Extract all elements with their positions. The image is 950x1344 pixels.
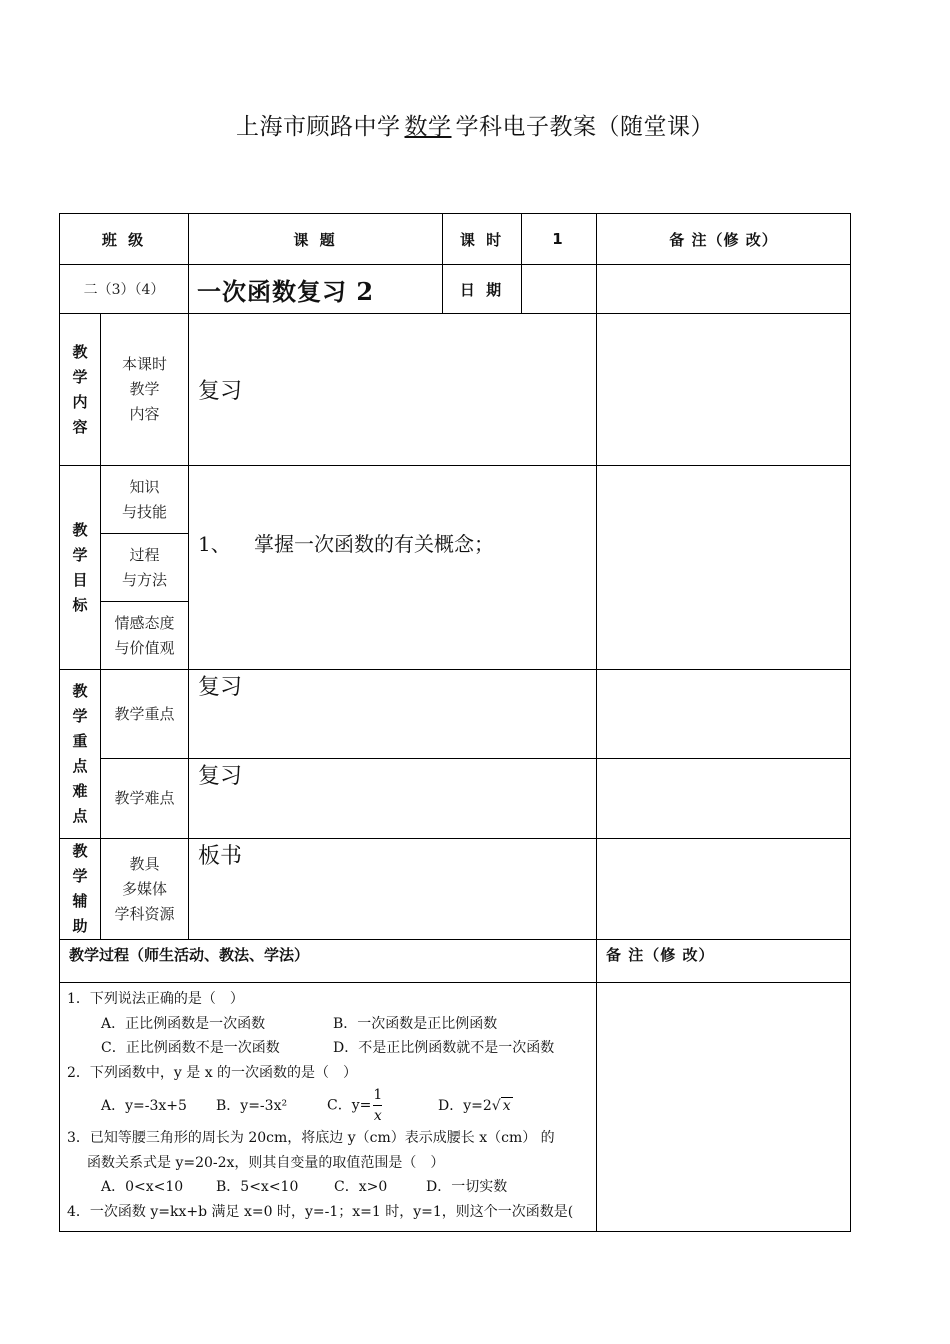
remark-cell-process [597,983,851,1232]
goals-sublabel-line: 知识 [129,477,160,496]
question-3-options [67,1175,596,1200]
content-label-char: 容 [72,417,88,436]
remark-cell-content [597,314,851,466]
info-row [60,265,851,314]
remark-cell-difficulty [597,759,851,839]
key-label-char: 难 [72,782,88,800]
content-sublabel-line: 本课时 [122,355,168,373]
fraction-denominator: x [373,1105,382,1126]
page-title [0,108,950,141]
content-sublabel-line: 内容 [129,405,160,423]
option: C．x>0 [334,1179,388,1195]
period-value: 1 [522,214,597,265]
goals-label-char: 教 [72,520,88,539]
goals-row-1 [60,466,851,534]
goals-label [60,466,101,670]
subject-name: 数学 [404,114,452,140]
question-3-line-1: 3．已知等腰三角形的周长为 20cm，将底边 y（cm）表示成腰长 x（cm） 的 [67,1130,555,1146]
option: A．y=-3x+5 [101,1097,187,1114]
key-label-char: 点 [72,807,88,825]
fraction [373,1085,382,1126]
goal-text: 掌握一次函数的有关概念； [254,532,495,556]
topic-value: 一次函数复习 2 [189,265,443,314]
key-label-char: 学 [72,707,88,725]
difficulty-row [60,759,851,839]
content-row [60,314,851,466]
exercise-list [60,983,597,1232]
option-fraction [327,1085,438,1126]
class-value: 二（3）（4） [60,265,189,314]
aids-label-char: 学 [72,867,88,885]
content-sublabel [101,314,189,466]
aids-label-char: 助 [72,917,88,935]
aids-sublabel [101,839,189,940]
remark-cell-goals [597,466,851,670]
aids-sublabel-line: 教具 [129,854,160,873]
goals-label-char: 目 [72,570,88,589]
question-2: 2．下列函数中，y 是 x 的一次函数的是（ ） [67,1064,358,1081]
option: A．正比例函数是一次函数 [101,1015,266,1032]
class-label: 班 级 [60,214,189,265]
content-label-char: 教 [72,342,88,361]
option: B．5<x<10 [216,1179,299,1195]
goals-value [189,466,597,670]
goals-label-char: 学 [72,545,88,564]
date-value [522,265,597,314]
period-label: 课 时 [443,214,522,265]
content-label-char: 学 [72,367,88,386]
option-sqrt [438,1086,513,1126]
goals-sublabel-line: 与方法 [122,570,168,589]
goals-sublabel-line: 与价值观 [114,638,175,657]
focus-label: 教学重点 [101,670,189,759]
goals-attitude-label [101,602,189,670]
question-1-options-cd [67,1036,596,1061]
focus-row [60,670,851,759]
question-2-options [67,1085,596,1126]
title-suffix: 学科电子教案（随堂课） [455,114,714,140]
goals-sublabel-line: 过程 [129,545,160,564]
aids-sublabel-line: 学科资源 [114,904,175,923]
question-4: 4．一次函数 y=kx+b 满足 x=0 时，y=-1；x=1 时，y=1，则这个一次函数是( [67,1203,574,1220]
sqrt-symbol: √ [491,1097,501,1114]
question-1-options-ab [67,1012,596,1037]
content-sublabel-line: 教学 [129,380,160,398]
question-1: 1．下列说法正确的是（ ） [67,991,244,1007]
option: B．y=-3x² [216,1097,288,1114]
sqrt-radicand: x [502,1097,511,1114]
remark-cell-aids [597,839,851,940]
content-label-char: 内 [72,392,88,411]
goal-number: 1、 [198,532,231,556]
aids-label [60,839,101,940]
option: D．一切实数 [426,1179,508,1195]
goals-label-char: 标 [72,595,88,614]
key-label-char: 重 [72,732,88,750]
header-row [60,214,851,265]
remark-cell-focus [597,670,851,759]
option: A．0<x<10 [101,1179,184,1195]
aids-label-char: 教 [72,842,88,860]
question-3-line-2: 函数关系式是 y=20-2x，则其自变量的取值范围是（ ） [87,1154,445,1171]
remark-cell-info [597,265,851,314]
option-prefix: C．y= [327,1097,372,1114]
key-label-char: 教 [72,682,88,700]
goals-knowledge-label [101,466,189,534]
content-value: 复习 [189,314,597,466]
date-label: 日 期 [443,265,522,314]
option-prefix: D．y=2 [438,1097,492,1114]
goals-sublabel-line: 情感态度 [114,613,175,632]
process-body-row [60,983,851,1232]
process-header: 教学过程（师生活动、教法、学法） [60,940,597,983]
content-label [60,314,101,466]
difficulty-value: 复习 [189,759,597,839]
aids-sublabel-line: 多媒体 [122,879,168,898]
school-name: 上海市顾路中学 [236,114,401,140]
fraction-numerator: 1 [373,1087,383,1103]
option: C．正比例函数不是一次函数 [101,1040,280,1056]
aids-value: 板书 [189,839,597,940]
goals-process-label [101,534,189,602]
key-label [60,670,101,839]
remark-label: 备 注（修 改） [597,214,851,265]
focus-value: 复习 [189,670,597,759]
option: D．不是正比例函数就不是一次函数 [333,1040,555,1056]
option: B．一次函数是正比例函数 [333,1015,498,1032]
process-header-row [60,940,851,983]
goals-sublabel-line: 与技能 [122,502,168,521]
process-remark-header: 备 注（修 改） [597,940,851,983]
lesson-plan-table [59,213,851,1232]
aids-label-char: 辅 [72,892,88,910]
topic-label: 课 题 [189,214,443,265]
key-label-char: 点 [72,757,88,775]
aids-row [60,839,851,940]
difficulty-label: 教学难点 [101,759,189,839]
